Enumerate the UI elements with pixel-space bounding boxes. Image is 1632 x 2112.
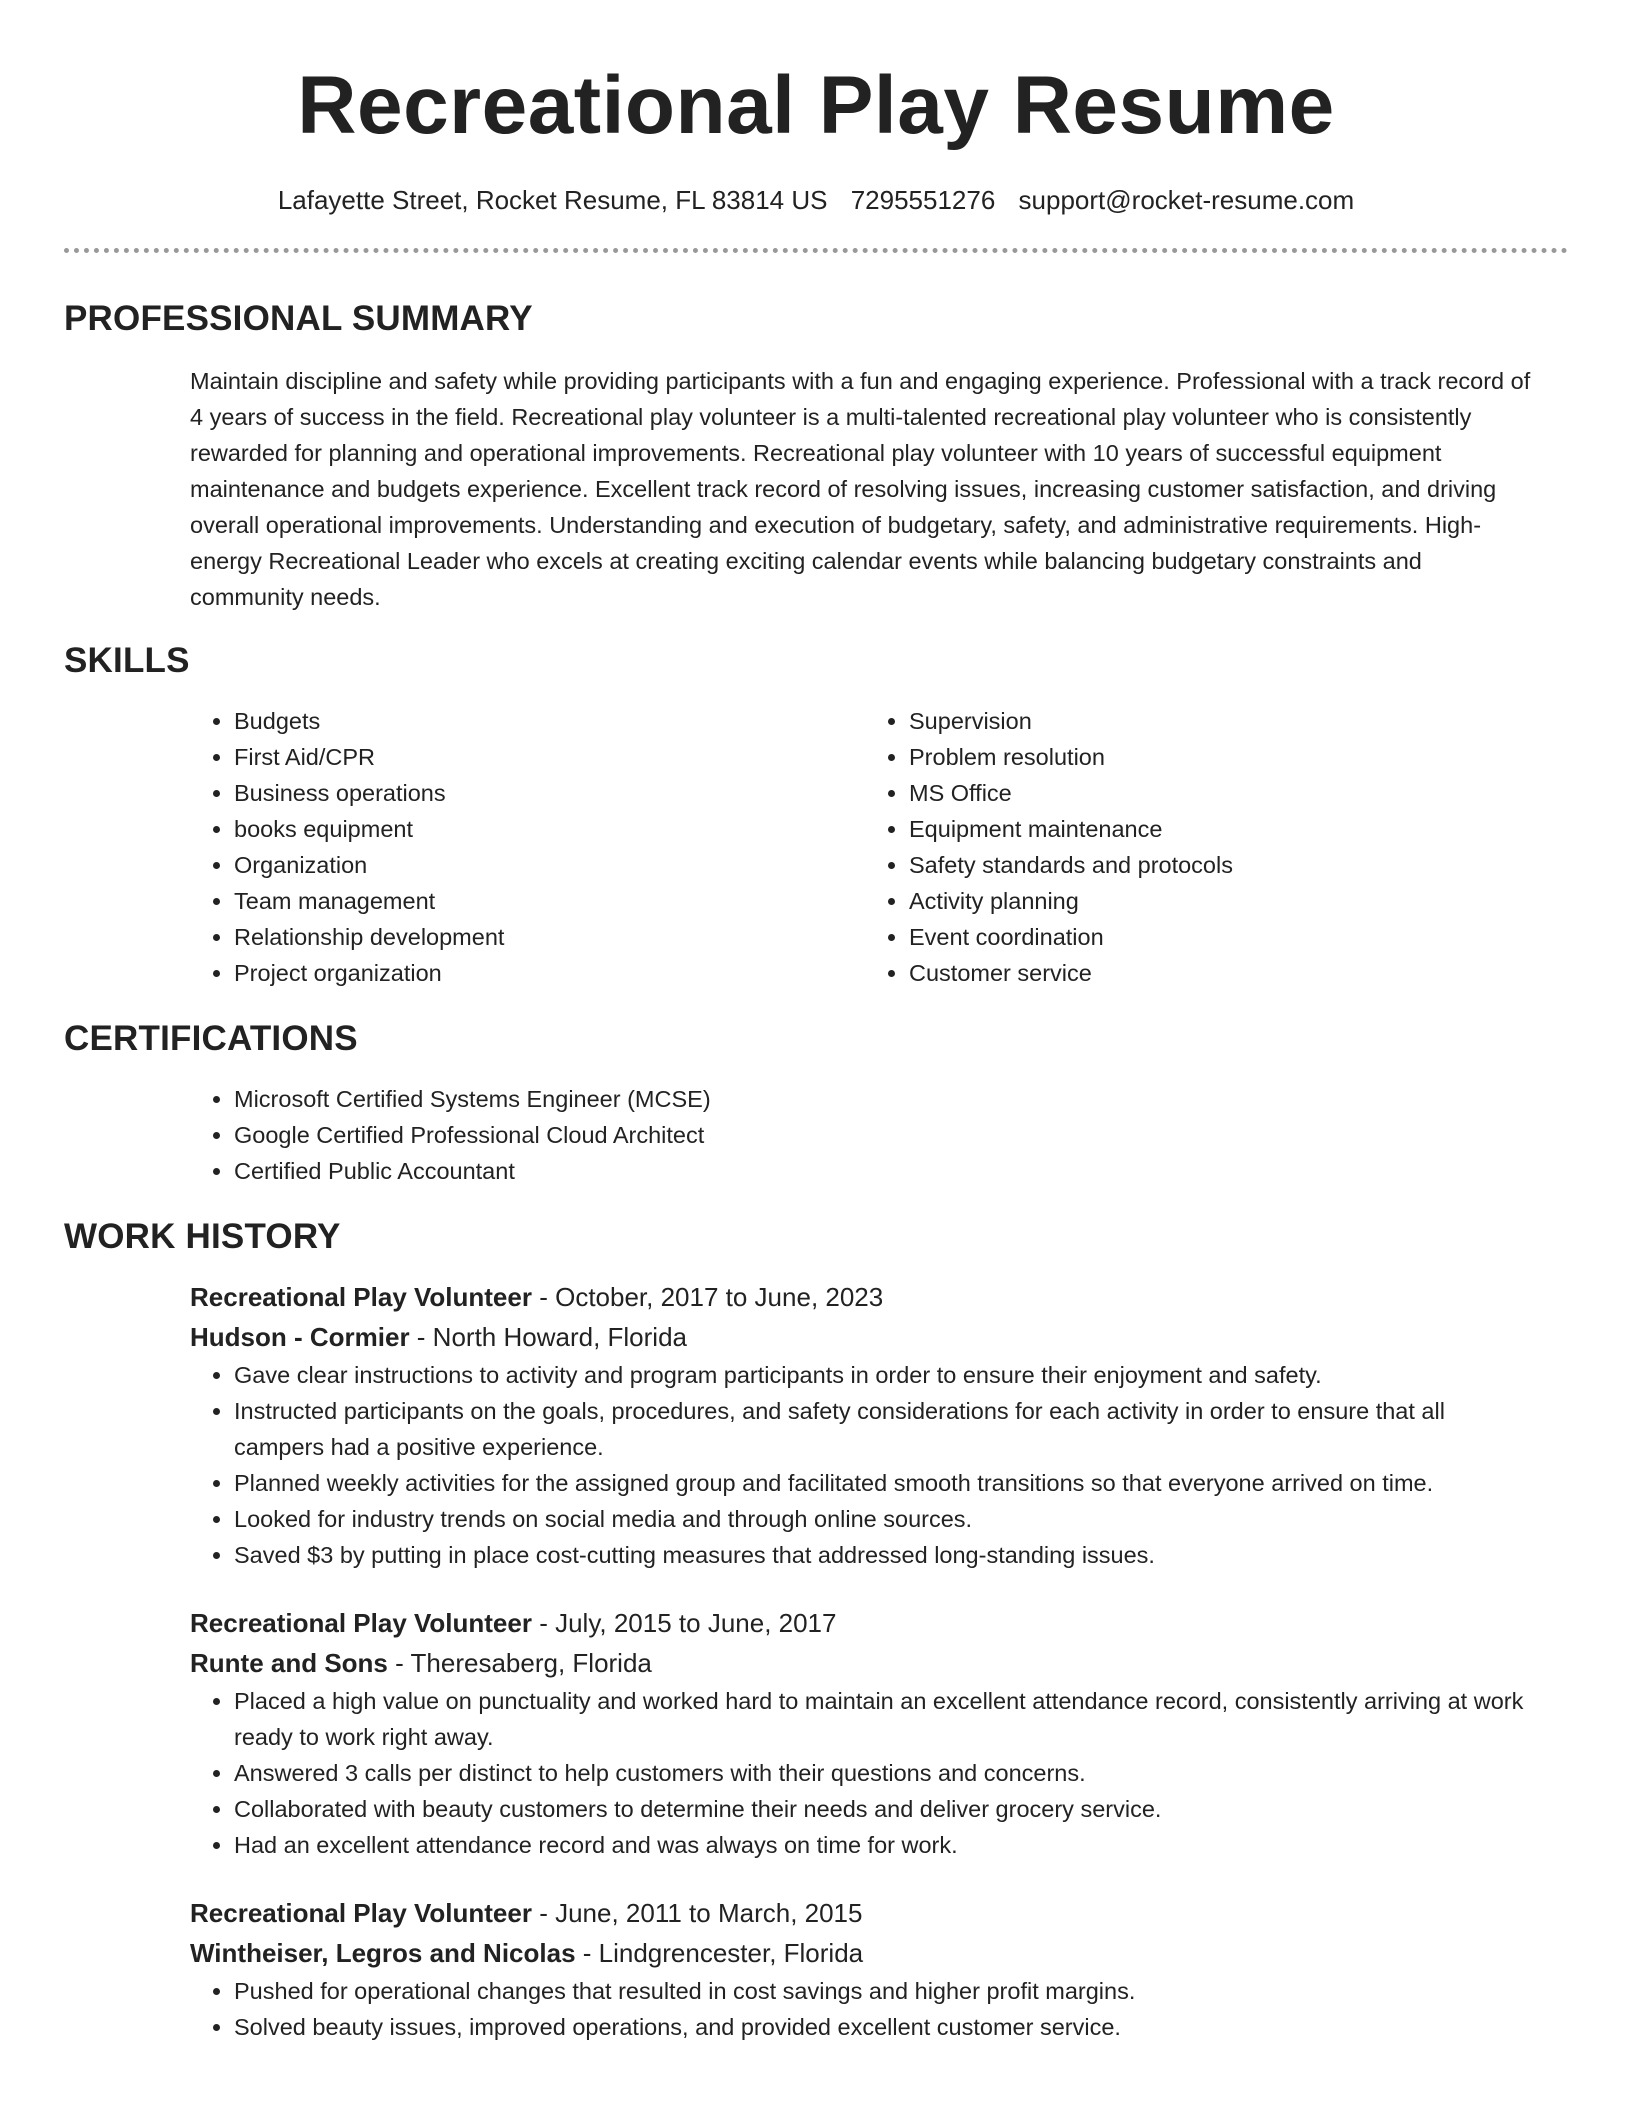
skills-list-right (865, 703, 1540, 991)
work-history-heading: WORK HISTORY (64, 1217, 341, 1256)
job-title-line (190, 1893, 1540, 1933)
job-location: - Lindgrencester, Florida (575, 1938, 864, 1968)
skill-item: • Event coordination (909, 919, 1540, 955)
job-company: Wintheiser, Legros and Nicolas (190, 1938, 576, 1968)
job-location: - North Howard, Florida (409, 1322, 687, 1352)
job-dates: - October, 2017 to June, 2023 (531, 1282, 884, 1312)
job-bullet: • Looked for industry trends on social media and through online sources. (234, 1501, 1540, 1537)
job-dates: - June, 2011 to March, 2015 (531, 1898, 863, 1928)
job-bullets (190, 1973, 1540, 2045)
certification-item: • Microsoft Certified Systems Engineer (MCSE) (234, 1081, 1540, 1117)
skill-item: • Activity planning (909, 883, 1540, 919)
job-bullet: • Solved beauty issues, improved operations, and provided excellent customer service. (234, 2009, 1540, 2045)
skills-section (64, 639, 1568, 991)
skill-item: • Organization (234, 847, 865, 883)
job-title: Recreational Play Volunteer (190, 1898, 532, 1928)
job-bullet: • Had an excellent attendance record and was always on time for work. (234, 1827, 1540, 1863)
work-history-section (64, 1215, 1568, 2045)
skills-grid (190, 703, 1540, 991)
summary-section (64, 297, 1568, 615)
skill-item: • Project organization (234, 955, 865, 991)
job-bullet: • Collaborated with beauty customers to determine their needs and deliver grocery service. (234, 1791, 1540, 1827)
job-title: Recreational Play Volunteer (190, 1282, 532, 1312)
skill-item: • Customer service (909, 955, 1540, 991)
job-title: Recreational Play Volunteer (190, 1608, 532, 1638)
skill-item: • Budgets (234, 703, 865, 739)
certifications-block (190, 1081, 1540, 1189)
job-dates: - July, 2015 to June, 2017 (531, 1608, 837, 1638)
job-title-line (190, 1603, 1540, 1643)
certifications-section (64, 1017, 1568, 1189)
skill-item: • Safety standards and protocols (909, 847, 1540, 883)
summary-text: Maintain discipline and safety while providing participants with a fun and engaging experience. Professional with a track record of 4 years of success in the field. Recreational play volunteer is a multi-talented recreational play volunteer who is consistently rewarded for planning and operational improvements. Recreational play volunteer with 10 years of successful equipment maintenance and budgets experience. Excellent track record of resolving issues, increasing customer satisfaction, and driving overall operational improvements. Understanding and execution of budgetary, safety, and administrative requirements. High-energy Recreational Leader who excels at creating exciting calendar events while balancing budgetary constraints and community needs. (190, 368, 1531, 610)
job-location: - Theresaberg, Florida (387, 1648, 652, 1678)
skill-item: • MS Office (909, 775, 1540, 811)
skills-heading: SKILLS (64, 641, 190, 680)
job-entry (190, 1893, 1540, 2045)
job-entry (190, 1277, 1540, 1573)
certification-item: • Certified Public Accountant (234, 1153, 1540, 1189)
certifications-heading: CERTIFICATIONS (64, 1019, 358, 1058)
job-company-line (190, 1933, 1540, 1973)
skill-item: • Business operations (234, 775, 865, 811)
job-bullet: • Instructed participants on the goals, procedures, and safety considerations for each activity in order to ensure that all campers had a positive experience. (234, 1393, 1540, 1465)
job-company-line (190, 1317, 1540, 1357)
skill-item: • Supervision (909, 703, 1540, 739)
job-bullet: • Placed a high value on punctuality and worked hard to maintain an excellent attendance record, consistently arriving at work ready to work right away. (234, 1683, 1540, 1755)
contact-address: Lafayette Street, Rocket Resume, FL 83814 US (277, 185, 828, 215)
job-company: Runte and Sons (190, 1648, 388, 1678)
skill-item: • Relationship development (234, 919, 865, 955)
contact-line (64, 184, 1568, 216)
job-bullet: • Pushed for operational changes that resulted in cost savings and higher profit margins. (234, 1973, 1540, 2009)
skill-item: • books equipment (234, 811, 865, 847)
job-company-line (190, 1643, 1540, 1683)
job-bullet: • Saved $3 by putting in place cost-cutting measures that addressed long-standing issues. (234, 1537, 1540, 1573)
summary-heading: PROFESSIONAL SUMMARY (64, 299, 533, 338)
job-bullet: • Planned weekly activities for the assigned group and facilitated smooth transitions so that everyone arrived on time. (234, 1465, 1540, 1501)
job-bullets (190, 1357, 1540, 1573)
skills-list-left (190, 703, 865, 991)
job-company: Hudson - Cormier (190, 1322, 410, 1352)
contact-email: support@rocket-resume.com (1018, 185, 1355, 215)
skill-item: • First Aid/CPR (234, 739, 865, 775)
job-entry (190, 1603, 1540, 1863)
certifications-list (190, 1081, 1540, 1189)
job-bullet: • Gave clear instructions to activity and program participants in order to ensure their enjoyment and safety. (234, 1357, 1540, 1393)
skill-item: • Team management (234, 883, 865, 919)
header-divider (64, 248, 1568, 253)
contact-phone: 7295551276 (850, 185, 996, 215)
skill-item: • Equipment maintenance (909, 811, 1540, 847)
job-title-line (190, 1277, 1540, 1317)
job-bullets (190, 1683, 1540, 1863)
job-bullet: • Answered 3 calls per distinct to help customers with their questions and concerns. (234, 1755, 1540, 1791)
certification-item: • Google Certified Professional Cloud Architect (234, 1117, 1540, 1153)
skill-item: • Problem resolution (909, 739, 1540, 775)
resume-title: Recreational Play Resume (297, 60, 1335, 151)
